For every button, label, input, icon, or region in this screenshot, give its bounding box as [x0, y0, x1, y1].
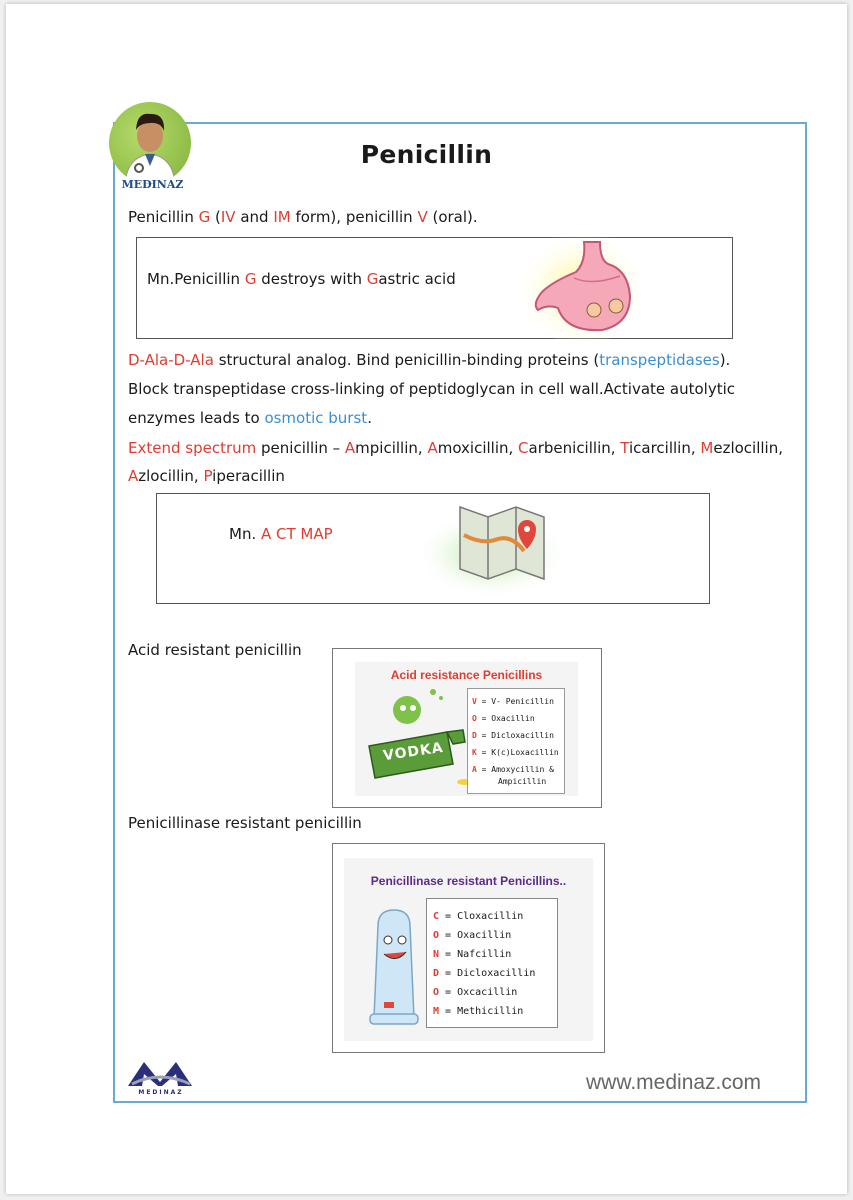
mnemonic-letter: D	[472, 731, 477, 740]
pen-card-row	[433, 945, 535, 964]
medinaz-logo-bottom	[126, 1056, 196, 1098]
drug-name: Nafcillin	[457, 949, 512, 960]
mnemonic-letter: C	[433, 911, 440, 922]
equals-sign: =	[476, 714, 492, 723]
vodka-bottle-text: VODKA	[382, 739, 445, 765]
penicillinase-resistance-card	[332, 843, 605, 1053]
acid-card-row	[472, 693, 559, 710]
drug-name: Oxacillin	[457, 930, 512, 941]
drug-name: Oxcacillin	[457, 987, 518, 998]
equals-sign: =	[476, 697, 492, 706]
pen-card-inner	[344, 858, 593, 1041]
brand-label-top: MEDINAZ	[121, 178, 184, 191]
acid-card-row	[472, 744, 559, 761]
mnemonic-letter: K	[472, 748, 477, 757]
equals-sign: =	[439, 911, 458, 922]
acid-card-extra: Ampicillin	[498, 777, 547, 786]
pen-card-row	[433, 983, 535, 1002]
mnemonic-gastric-text: Mn.Penicillin G destroys with Gastric acid	[147, 270, 456, 288]
equals-sign: =	[476, 748, 492, 757]
mnemonic-letter: N	[433, 949, 440, 960]
acid-card-row	[472, 761, 559, 778]
acid-card-row	[472, 710, 559, 727]
equals-sign: =	[439, 930, 458, 941]
stomach-illustration	[512, 212, 652, 347]
drug-name: Methicillin	[457, 1006, 524, 1017]
mnemonic-letter: O	[433, 930, 440, 941]
pen-card-row	[433, 926, 535, 945]
drug-name: Dicloxacillin	[457, 968, 536, 979]
mnemonic-act-map-text: Mn. A CT MAP	[229, 525, 333, 543]
pen-card-row	[433, 964, 535, 983]
equals-sign: =	[476, 765, 492, 774]
mnemonic-letter: O	[433, 987, 440, 998]
acid-card-list	[467, 688, 565, 794]
equals-sign: =	[439, 949, 458, 960]
drug-name: Cloxacillin	[457, 911, 524, 922]
acid-card-row	[472, 727, 559, 744]
acid-card-heading: Acid resistance Penicillins	[390, 668, 543, 682]
acid-card-inner	[355, 662, 578, 796]
pen-card-row	[433, 907, 535, 926]
extended-spectrum-line-2: Azlocillin, Piperacillin	[128, 467, 285, 485]
penicillinase-resistant-label: Penicillinase resistant penicillin	[128, 814, 362, 832]
extended-spectrum-line-1: Extend spectrum penicillin – Ampicillin, Amoxicillin, Carbenicillin, Ticarcillin, Mezlocillin,	[128, 439, 783, 457]
intro-line: Penicillin G (IV and IM form), penicillin V (oral).	[128, 208, 478, 226]
mnemonic-letter: D	[433, 968, 440, 979]
mnemonic-letter: M	[433, 1006, 440, 1017]
website-url[interactable]: www.medinaz.com	[586, 1071, 762, 1094]
map-icon	[412, 495, 572, 595]
drug-name: V- Penicillin	[491, 697, 554, 706]
brand-label-bottom: MEDINAZ	[138, 1089, 184, 1096]
mnemonic-letter: O	[472, 714, 477, 723]
pen-card-heading: Penicillinase resistant Penicillins..	[370, 874, 567, 888]
vodka-bottle-illustration	[359, 684, 474, 794]
mechanism-line-1: D-Ala-D-Ala structural analog. Bind penicillin-binding proteins (transpeptidases).	[128, 351, 731, 369]
drug-name: Dicloxacillin	[491, 731, 554, 740]
drug-name: Oxacillin	[491, 714, 535, 723]
condom-character-illustration	[354, 906, 434, 1036]
mnemonic-letter: V	[472, 697, 477, 706]
acid-resistant-label: Acid resistant penicillin	[128, 641, 302, 659]
mnemonic-letter: A	[472, 765, 477, 774]
mechanism-line-2: Block transpeptidase cross-linking of peptidoglycan in cell wall.Activate autolytic	[128, 380, 735, 398]
mechanism-line-3: enzymes leads to osmotic burst.	[128, 409, 372, 427]
drug-name: K(c)Loxacillin	[491, 748, 559, 757]
equals-sign: =	[439, 987, 458, 998]
equals-sign: =	[439, 968, 458, 979]
pen-card-row	[433, 1002, 535, 1021]
acid-resistance-card	[332, 648, 602, 808]
equals-sign: =	[476, 731, 492, 740]
page-title: Penicillin	[360, 140, 493, 169]
pen-card-list	[426, 898, 558, 1028]
equals-sign: =	[439, 1006, 458, 1017]
drug-name: Amoxycillin &	[491, 765, 554, 774]
